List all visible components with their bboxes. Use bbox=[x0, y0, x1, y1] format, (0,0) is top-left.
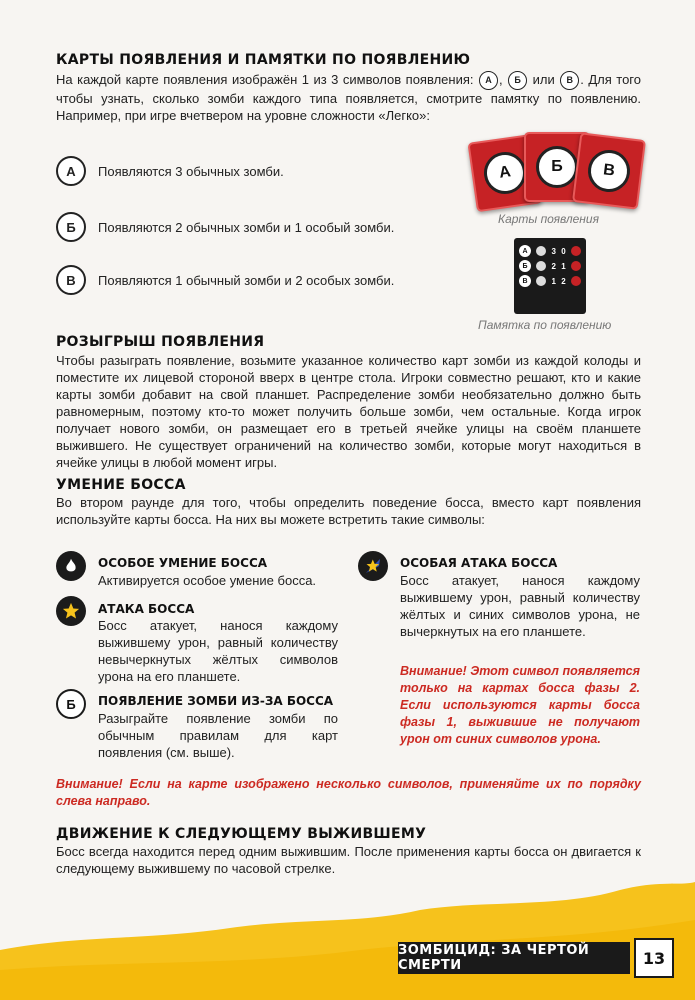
spawn-intro: На каждой карте появления изображён 1 из 3 символов появления: А , Б или В . Для того чтобы узнать, сколько зомби каждого типа появляется, смотрите памятку по появлению. Например, при игре вчетвером на уровне сложности «Легко»: bbox=[56, 72, 641, 124]
or-word: или bbox=[532, 72, 555, 87]
boss-attack-icon bbox=[56, 596, 86, 626]
spawn-row-b bbox=[56, 212, 394, 242]
footer-game-title: ЗОМБИЦИД: ЗА ЧЕРТОЙ СМЕРТИ bbox=[398, 942, 630, 974]
spawn-b-icon: Б bbox=[56, 212, 86, 242]
spawn-intro-text-2: Для того чтобы узнать, сколько зомби каждого типа появляется, смотрите памятку по появлению. Например, при игре вчетвером на уровне сложности «Легко»: bbox=[56, 72, 641, 124]
boss-spawn-title: ПОЯВЛЕНИЕ ЗОМБИ ИЗ-ЗА БОССА bbox=[98, 694, 334, 708]
boss-attack-title: АТАКА БОССА bbox=[98, 602, 195, 616]
spawn-a-icon: А bbox=[56, 156, 86, 186]
boss-special-attack-icon bbox=[358, 551, 388, 581]
phase-note: Внимание! Этот символ появляется только на картах босса фазы 2. Если используются карты босса фазы 1, выжившие не получают урон от синих символов урона. bbox=[400, 664, 640, 746]
spawn-symbol-b-icon: Б bbox=[508, 71, 527, 90]
spawn-row-v bbox=[56, 265, 394, 295]
section-title-boss-move: ДВИЖЕНИЕ К СЛЕДУЮЩЕМУ ВЫЖИВШЕМУ bbox=[56, 826, 427, 842]
section-title-resolve-spawn: РОЗЫГРЫШ ПОЯВЛЕНИЯ bbox=[56, 334, 265, 350]
boss-ability-text: Активируется особое умение босса. bbox=[98, 573, 317, 588]
special-zombie-icon bbox=[571, 246, 581, 256]
spawn-reference-card bbox=[514, 238, 586, 314]
intro-end: . bbox=[580, 72, 584, 87]
boss-special-attack-text: Босс атакует, нанося каждому выжившему урон, равный количеству жёлтых и синих символов урона, не вычеркнутых на его планшете. bbox=[400, 573, 640, 639]
reference-row: Б 2 1 bbox=[519, 260, 581, 272]
boss-attack-text: Босс атакует, нанося каждому выжившему урон, равный количеству невычеркнутых жёлтых символов урона на его планшете. bbox=[98, 618, 338, 684]
boss-special-attack-title: ОСОБАЯ АТАКА БОССА bbox=[400, 556, 558, 570]
normal-zombie-icon bbox=[536, 261, 546, 271]
page-number: 13 bbox=[634, 938, 674, 978]
special-zombie-icon bbox=[571, 261, 581, 271]
boss-move-text: Босс всегда находится перед одним выжившим. После применения карты босса он двигается к следующему выжившему по часовой стрелке. bbox=[56, 844, 641, 876]
spawn-symbol-v-icon: В bbox=[560, 71, 579, 90]
reference-row: В 1 2 bbox=[519, 275, 581, 287]
order-warning: Внимание! Если на карте изображено несколько символов, применяйте их по порядку слева направо. bbox=[56, 777, 641, 808]
footer-paint-splash bbox=[0, 880, 695, 1000]
boss-spawn-text: Разыграйте появление зомби по обычным правилам для карт появления (см. выше). bbox=[98, 711, 338, 760]
spawn-card-b: Б bbox=[524, 132, 590, 202]
boss-spawn-icon: Б bbox=[56, 689, 86, 719]
spawn-intro-text: На каждой карте появления изображён 1 из 3 символов появления: bbox=[56, 72, 474, 87]
boss-ability-intro: Во втором раунде для того, чтобы определить поведение босса, вместо карт появления используйте карты босса. На них вы можете встретить такие символы: bbox=[56, 495, 641, 527]
spawn-row-text: Появляются 2 обычных зомби и 1 особый зомби. bbox=[98, 219, 395, 235]
resolve-spawn-text: Чтобы разыграть появление, возьмите указанное количество карт зомби из каждой колоды и поместите их лицевой стороной вверх в центре стола. Игроки совместно решают, кто и какие карты зомби добавит на свой планшет. Распределение зомби необязательно должно быть равномерным, поэтому кто-то может получить больше зомби, чем остальные. Когда игрок получает нового зомби, он размещает его в третьей ячейке улицы на своём планшете выжившего. Не существует ограничений на количество зомби, которые могут находиться в ячейке улицы в любой момент игры. bbox=[56, 353, 641, 470]
spawn-card-v: В bbox=[572, 132, 646, 210]
spawn-row-text: Появляются 1 обычный зомби и 2 особых зомби. bbox=[98, 272, 395, 288]
boss-ability-title: ОСОБОЕ УМЕНИЕ БОССА bbox=[98, 556, 268, 570]
spawn-card-a: А bbox=[467, 134, 542, 213]
spawn-row-text: Появляются 3 обычных зомби. bbox=[98, 163, 284, 179]
section-title-boss-ability: УМЕНИЕ БОССА bbox=[56, 477, 186, 493]
reference-caption: Памятка по появлению bbox=[478, 318, 612, 332]
boss-ability-icon bbox=[56, 551, 86, 581]
special-zombie-icon bbox=[571, 276, 581, 286]
spawn-v-icon: В bbox=[56, 265, 86, 295]
normal-zombie-icon bbox=[536, 276, 546, 286]
spawn-row-a bbox=[56, 156, 284, 186]
cards-caption: Карты появления bbox=[498, 212, 599, 226]
spawn-cards-image bbox=[472, 128, 642, 208]
section-title-spawn-cards: КАРТЫ ПОЯВЛЕНИЯ И ПАМЯТКИ ПО ПОЯВЛЕНИЮ bbox=[56, 52, 471, 68]
normal-zombie-icon bbox=[536, 246, 546, 256]
reference-row: А 3 0 bbox=[519, 245, 581, 257]
spawn-symbol-a-icon: А bbox=[479, 71, 498, 90]
